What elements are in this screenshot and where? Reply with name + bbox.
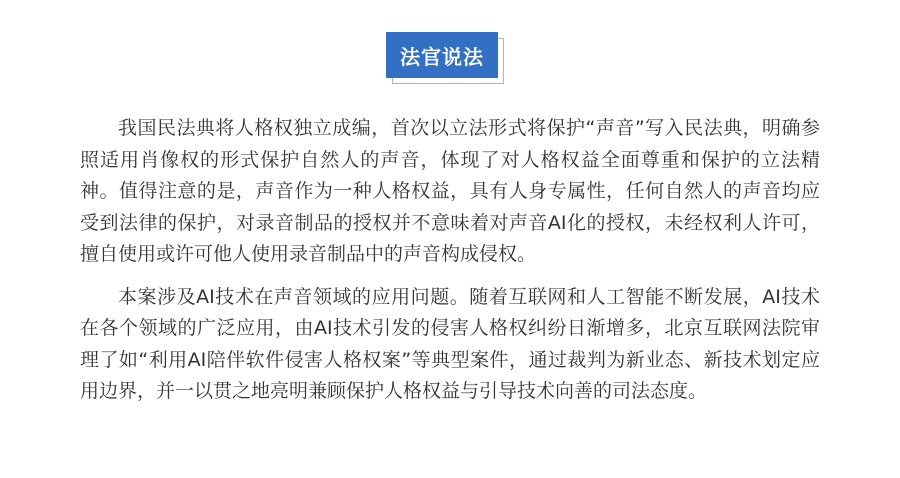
paragraph-1: 我国民法典将人格权独立成编，首次以立法形式将保护“声音”写入民法典，明确参照适用肖像权的形式保护自然人的声音，体现了对人格权益全面尊重和保护的立法精神。值得注意的是，声音作为一种人格权益，具有人身专属性，任何自然人的声音均应受到法律的保护，对录音制品的授权并不意味着对声音AI化的授权，未经权利人许可，擅自使用或许可他人使用录音制品中的声音构成侵权。: [80, 117, 820, 265]
section-title-badge: [386, 32, 504, 84]
section-title: 法官说法: [386, 32, 498, 78]
article-body: [80, 113, 820, 408]
paragraph-2: 本案涉及AI技术在声音领域的应用问题。随着互联网和人工智能不断发展，AI技术在各个领域的广泛应用，由AI技术引发的侵害人格权纠纷日渐增多，北京互联网法院审理了如“利用AI陪伴软件侵害人格权案”等典型案件，通过裁判为新业态、新技术划定应用边界，并一以贯之地亮明兼顾保护人格权益与引导技术向善的司法态度。: [80, 285, 820, 402]
